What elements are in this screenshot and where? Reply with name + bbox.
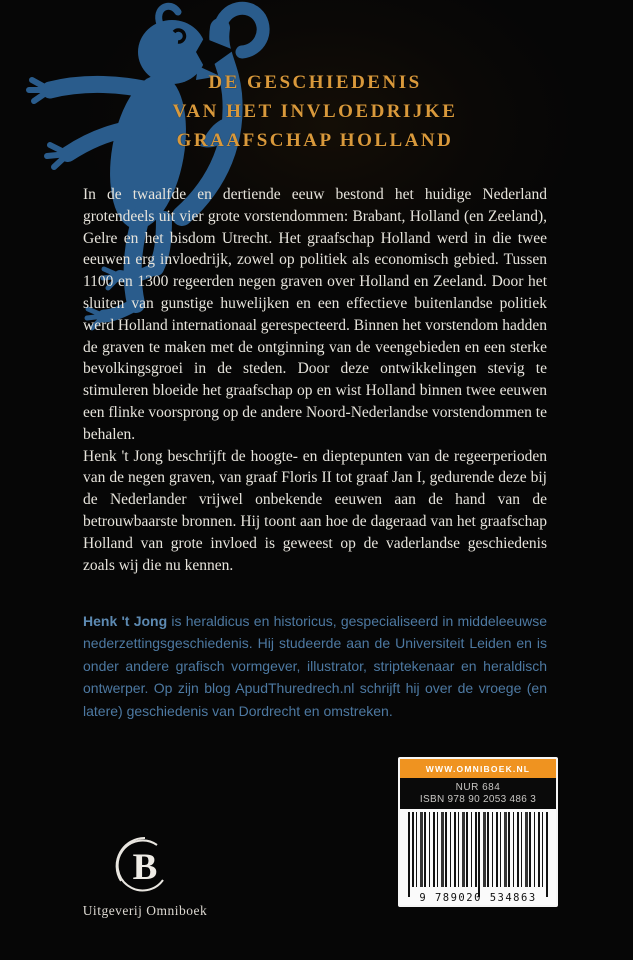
author-bio xyxy=(83,610,547,722)
synopsis-paragraph-2: Henk 't Jong beschrijft de hoogte- en dieptepunten van de regeerperioden van de negen graven, van graaf Floris II tot graaf Jan I, gedurende deze bij de Nederlander vrijwel onbekende eeuwen aan de hand van de betrouwbaarste bronnen. Hij toont aan hoe de dageraad van het graafschap Holland van grote invloed is geweest op de vaderlandse geschiedenis zoals wij die nu kennen. xyxy=(83,447,547,574)
barcode-guard-right xyxy=(546,812,548,897)
title-line-3: GRAAFSCHAP HOLLAND xyxy=(176,130,454,151)
nur-code: NUR 684 xyxy=(455,782,501,793)
ean-digits: 9 789020 534863 xyxy=(419,892,537,904)
synopsis-paragraph-1: In de twaalfde en dertiende eeuw bestond het huidige Nederland grotendeels uit vier grote vorstendommen: Brabant, Holland (en Zeeland), Gelre en het bisdom Utrecht. Het graafschap Holland werd in die twee eeuwen erg invloedrijk, zowel op politiek als economisch gebied. Tussen 1100 en 1300 regeerden negen graven over Holland en Zeeland. Door het sluiten van gunstige huwelijken en een effectieve buitenlandse politiek werd Holland internationaal gerespecteerd. Binnen het vorstendom hadden de graven te maken met de ontginning van de veengebieden en een sterke bevolkingsgroei in de steden. Door deze ontwikkelingen stevig te stimuleren bloeide het graafschap op en wist Holland binnen twee eeuwen een flinke voorsprong op de andere Noord-Nederlandse vorstendommen te behalen. xyxy=(83,186,547,443)
publisher-name: Uitgeverij Omniboek xyxy=(82,903,208,918)
barcode-icon xyxy=(400,809,556,905)
barcode-guard-left xyxy=(408,812,410,897)
publisher-logo-icon xyxy=(114,836,176,896)
publisher-block xyxy=(55,836,235,919)
title-line-2: VAN HET INVLOEDRIJKE xyxy=(172,101,458,122)
synopsis xyxy=(83,184,547,576)
label-info xyxy=(400,778,556,809)
isbn-number: ISBN 978 90 2053 486 3 xyxy=(419,794,537,805)
publisher-monogram: B xyxy=(132,847,158,888)
author-name: Henk 't Jong xyxy=(83,613,168,629)
barcode-label xyxy=(398,757,558,907)
book-title xyxy=(120,68,510,155)
title-line-1: DE GESCHIEDENIS xyxy=(208,72,422,93)
barcode-guard-middle xyxy=(478,812,480,897)
publisher-website: WWW.OMNIBOEK.NL xyxy=(400,759,556,778)
author-bio-text: is heraldicus en historicus, gespecialiseerd in middeleeuwse nederzettingsgeschiedenis. Hij studeerde aan de Universiteit Leiden en is onder andere grafisch vormgever, illustrator, striptekenaar en heraldisch ontwerper. Op zijn blog ApudThuredrech.nl schrijft hij over de vroege (en latere) geschiedenis van Dordrecht en omstreken. xyxy=(83,613,548,719)
